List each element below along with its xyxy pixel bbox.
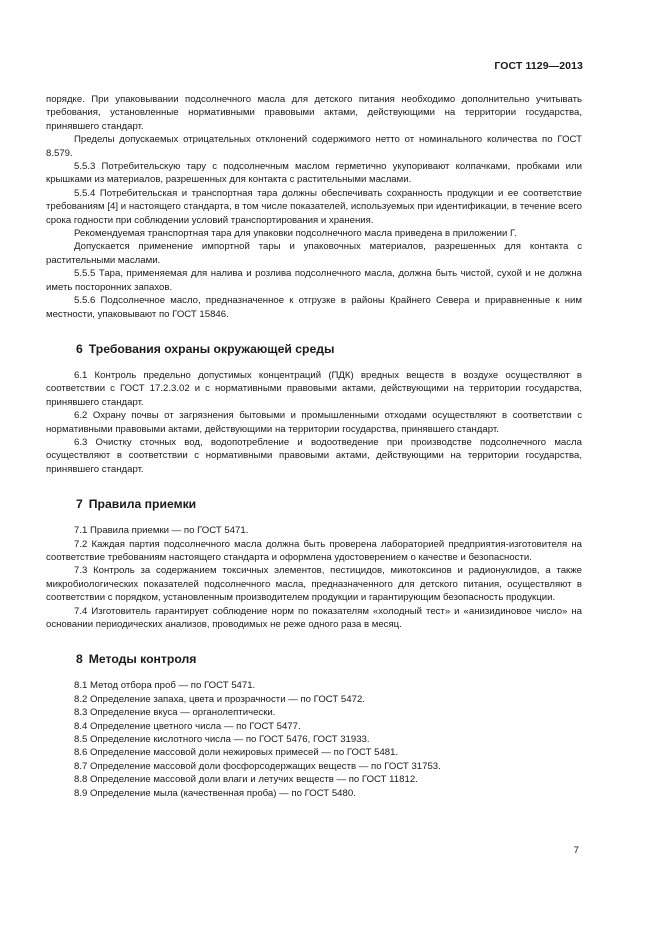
section-number: 6 — [76, 341, 83, 356]
list-item: 8.2 Определение запаха, цвета и прозрачности — по ГОСТ 5472. — [74, 693, 365, 705]
paragraph: 5.5.3 Потребительскую тару с подсолнечным маслом герметично укупоривают колпачками, пробками или крышками из материалов, разрешенных для контакта с растительными маслами. — [46, 161, 582, 186]
section-number: 8 — [76, 652, 83, 667]
paragraph: 6.3 Очистку сточных вод, водопотребление и водоотведение при производстве подсолнечного масла осуществляют в соответствии с нормативными правовыми актами, действующими на территории государства, принявшего стандарт. — [46, 436, 582, 475]
document-code: ГОСТ 1129—2013 — [494, 60, 583, 72]
section-heading-8 — [76, 651, 582, 667]
section-title: Правила приемки — [88, 497, 197, 512]
list-item: 8.4 Определение цветного числа — по ГОСТ 5477. — [74, 720, 301, 732]
list-item: 8.6 Определение массовой доли нежировых примесей — по ГОСТ 5481. — [74, 747, 399, 759]
page-body — [46, 93, 582, 800]
section-number: 7 — [76, 497, 83, 512]
paragraph: Допускается применение импортной тары и упаковочных материалов, разрешенных для контакта с растительными маслами. — [46, 241, 582, 266]
paragraph: 7.1 Правила приемки — по ГОСТ 5471. — [74, 525, 249, 537]
paragraph: 7.2 Каждая партия подсолнечного масла должна быть проверена лабораторией предприятия-изготовителя на соответствие требованиям настоящего стандарта и оформлена удостоверением о качестве и безопасности. — [46, 538, 582, 563]
list-item: 8.5 Определение кислотного числа — по ГОСТ 5476, ГОСТ 31933. — [74, 734, 370, 746]
paragraph: 6.2 Охрану почвы от загрязнения бытовыми и промышленными отходами осуществляют в соответствии с нормативными правовыми актами, действующими на территории государства, принявшего стандарт. — [46, 410, 582, 435]
paragraph: 6.1 Контроль предельно допустимых концентраций (ПДК) вредных веществ в воздухе осуществляют в соответствии с ГОСТ 17.2.3.02 и с нормативными правовыми актами, действующими на территории государства, принявшего стандарт. — [46, 369, 582, 408]
paragraph: 5.5.5 Тара, применяемая для налива и розлива подсолнечного масла, должна быть чистой, сухой и не должна иметь посторонних запахов. — [46, 268, 582, 293]
section-title: Требования охраны окружающей среды — [88, 341, 335, 356]
paragraph: 7.4 Изготовитель гарантирует соблюдение норм по показателям «холодный тест» и «анизидиновое число» на основании периодических анализов, проводимых не реже одного раза в месяц. — [46, 605, 582, 630]
section-title: Методы контроля — [88, 652, 197, 667]
list-item: 8.3 Определение вкуса — органолептически. — [74, 707, 276, 719]
list-item: 8.1 Метод отбора проб — по ГОСТ 5471. — [74, 680, 256, 692]
paragraph: 5.5.4 Потребительская и транспортная тара должны обеспечивать сохранность продукции и ее соответствие требованиям [4] и настоящего стандарта, в том числе показателей, используемых при идентификации, в течение всего срока годности при соблюдении условий транспортирования и хранения. — [46, 187, 582, 226]
methods-list — [46, 679, 582, 800]
paragraph: Рекомендуемая транспортная тара для упаковки подсолнечного масла приведена в приложении Г. — [74, 228, 517, 240]
page-number: 7 — [573, 845, 579, 856]
paragraph: 5.5.6 Подсолнечное масло, предназначенное к отгрузке в районы Крайнего Севера и приравненные к ним местности, упаковывают по ГОСТ 15846. — [46, 295, 582, 320]
paragraph: Пределы допускаемых отрицательных отклонений содержимого нетто от номинального количества по ГОСТ 8.579. — [46, 134, 582, 159]
list-item: 8.8 Определение массовой доли влаги и летучих веществ — по ГОСТ 11812. — [74, 774, 418, 786]
list-item: 8.7 Определение массовой доли фосфорсодержащих веществ — по ГОСТ 31753. — [74, 760, 441, 772]
section-heading-7 — [76, 496, 582, 512]
paragraph: порядке. При упаковывании подсолнечного масла для детского питания необходимо дополнительно учитывать требования, установленные нормативными правовыми актами, действующими на территории государства, принявшего стандарт. — [46, 94, 582, 132]
section-heading-6 — [76, 341, 582, 357]
paragraph: 7.3 Контроль за содержанием токсичных элементов, пестицидов, микотоксинов и радионуклидов, а также микробиологических показателей подсолнечного масла, предназначенного для детского питания, осуществляют в соответствии с порядком, установленным производителем продукции и гарантирующим безопасность продукции. — [46, 565, 582, 604]
list-item: 8.9 Определение мыла (качественная проба) — по ГОСТ 5480. — [74, 787, 356, 799]
